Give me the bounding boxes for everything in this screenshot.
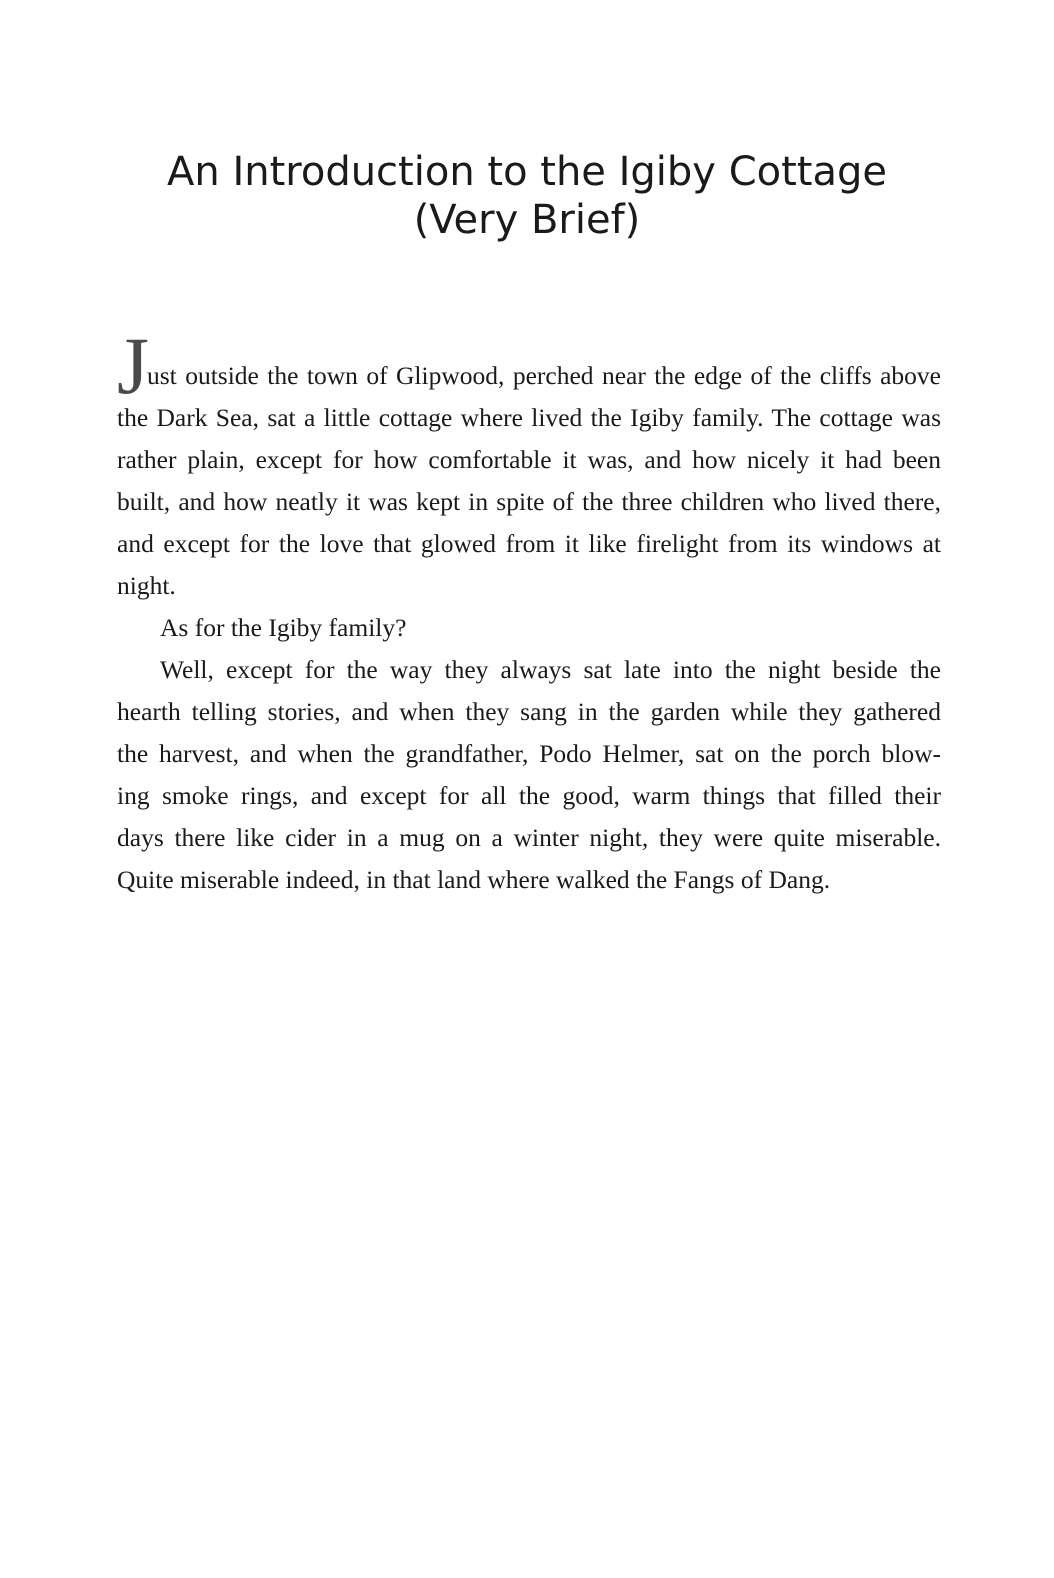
paragraph-1-line-5: and except for the love that glowed from it like firelight from its windows at [117,529,941,558]
paragraph-1-line-3: rather plain, except for how comfortable it was, and how nicely it had been [117,445,941,474]
drop-cap: J [117,320,149,411]
chapter-body [117,320,941,901]
paragraph-1-line-1-text: ust outside the town of Glipwood, perched near the edge of the cliffs above [147,361,941,390]
chapter-title [0,148,1054,244]
paragraph-1-line-6: night. [117,571,176,600]
paragraph-3-line-1: Well, except for the way they always sat late into the night beside the [160,655,941,684]
chapter-title-line-1: An Introduction to the Igiby Cottage [167,149,887,195]
paragraph-1-line-1 [117,320,941,411]
paragraph-1-line-2: the Dark Sea, sat a little cottage where lived the Igiby family. The cottage was [117,403,941,432]
paragraph-3-line-6: Quite miserable indeed, in that land where walked the Fangs of Dang. [117,865,831,894]
paragraph-3-line-4: ing smoke rings, and except for all the good, warm things that filled their [117,781,941,810]
paragraph-3-line-2: hearth telling stories, and when they sang in the garden while they gathered [117,697,941,726]
paragraph-2-line-1: As for the Igiby family? [160,613,407,642]
paragraph-3-line-3: the harvest, and when the grandfather, Podo Helmer, sat on the porch blow- [117,739,941,768]
paragraph-3-line-5: days there like cider in a mug on a winter night, they were quite miserable. [117,823,941,852]
chapter-title-line-2: (Very Brief) [413,197,641,243]
paragraph-1-line-4: built, and how neatly it was kept in spite of the three children who lived there, [117,487,941,516]
